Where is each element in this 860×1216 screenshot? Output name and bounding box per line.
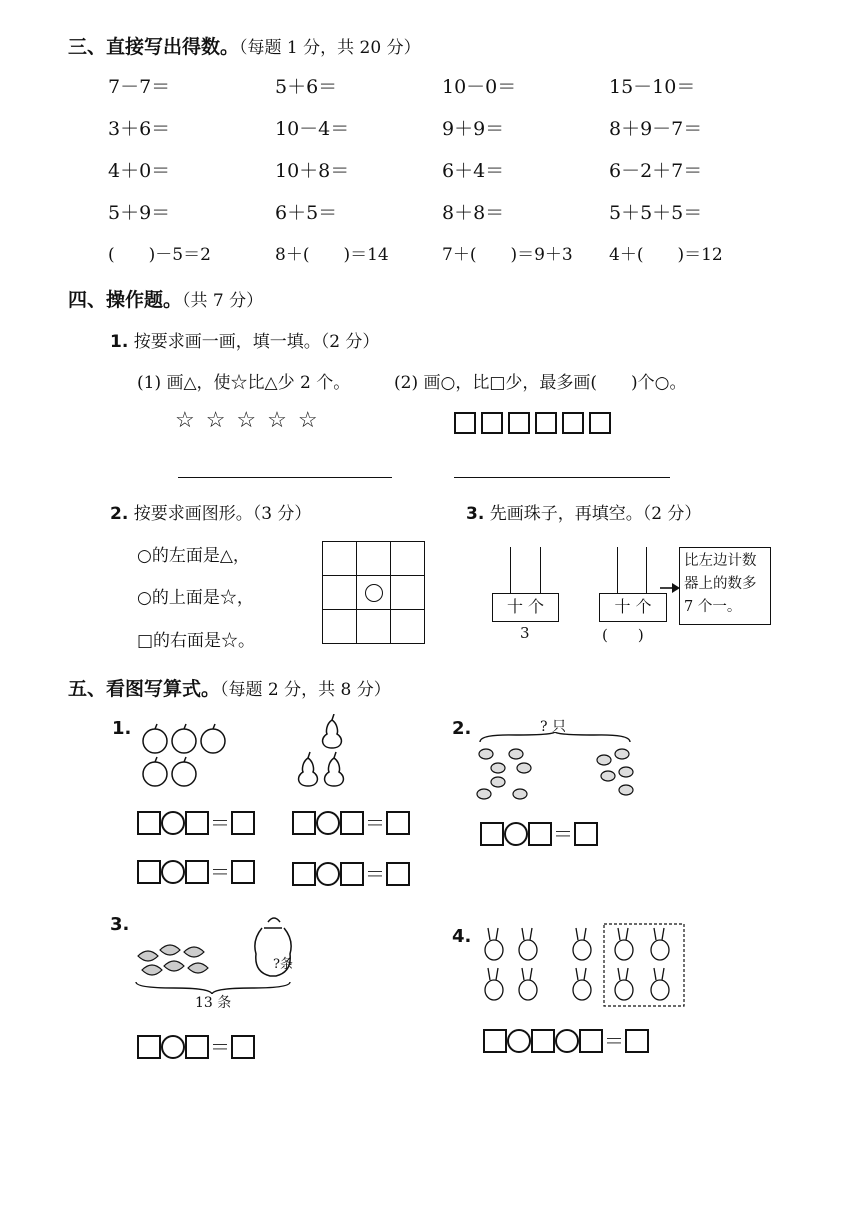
section3-note: （每题 1 分，共 20 分） [239, 38, 421, 58]
q2-line-3: □的右面是☆。 [137, 631, 256, 651]
square-shape [508, 412, 530, 434]
q1-text: 按要求画一画，填一填。（2 分） [133, 332, 380, 352]
grid-cell[interactable] [357, 542, 391, 576]
operator-circle[interactable] [507, 1029, 531, 1053]
arithmetic-item[interactable]: 10－4＝ [275, 118, 350, 140]
q3-title [466, 499, 701, 524]
circle-shape [365, 584, 383, 602]
p1-equation-1 [137, 811, 255, 835]
answer-line-2[interactable] [454, 477, 670, 478]
abacus2-ones-rod[interactable] [646, 547, 647, 593]
answer-box[interactable] [480, 822, 504, 846]
answer-box[interactable] [231, 811, 255, 835]
answer-box[interactable] [185, 1035, 209, 1059]
operator-circle[interactable] [161, 1035, 185, 1059]
answer-box[interactable] [185, 811, 209, 835]
q1-number: 1. [110, 332, 129, 352]
answer-box[interactable] [625, 1029, 649, 1053]
equals-sign: ＝ [365, 811, 385, 835]
operator-circle[interactable] [555, 1029, 579, 1053]
top-brace [480, 732, 630, 742]
grid-cell[interactable] [391, 610, 425, 644]
callout-line-2: 器上的数多 [684, 576, 757, 592]
square-shape [535, 412, 557, 434]
section3-heading: 三、直接写出得数。 [68, 36, 240, 58]
q2-line-1: ○的左面是△， [137, 546, 250, 566]
p4-equation [483, 1029, 649, 1053]
equals-sign: ＝ [210, 860, 230, 884]
grid-cell[interactable] [357, 610, 391, 644]
grid-cell[interactable] [323, 610, 357, 644]
answer-box[interactable] [386, 862, 410, 886]
equals-sign: ＝ [365, 862, 385, 886]
q1-part1: (1) 画△，使☆比△少 2 个。 [137, 373, 351, 393]
answer-box[interactable] [531, 1029, 555, 1053]
p2-equation [480, 822, 598, 846]
apples-picture [140, 722, 240, 790]
q1-part2: (2) 画○，比□少，最多画( )个○。 [394, 373, 687, 393]
q2-text: 按要求画图形。（3 分） [133, 504, 312, 524]
answer-box[interactable] [340, 811, 364, 835]
p1-equation-3 [137, 860, 255, 884]
answer-box[interactable] [137, 811, 161, 835]
abacus1-tens-rod[interactable] [510, 547, 511, 593]
drawing-grid[interactable] [322, 541, 425, 644]
abacus1-value: 3 [520, 624, 530, 642]
square-row [454, 412, 616, 434]
answer-line-1[interactable] [178, 477, 392, 478]
grid-cell[interactable] [391, 576, 425, 610]
arithmetic-item[interactable]: 5＋9＝ [108, 202, 171, 224]
grid-cell[interactable] [323, 576, 357, 610]
square-shape [481, 412, 503, 434]
answer-box[interactable] [231, 1035, 255, 1059]
p1-number: 1. [112, 718, 132, 739]
equals-sign: ＝ [210, 1035, 230, 1059]
p1-equation-2 [292, 811, 410, 835]
section4-note: （共 7 分） [182, 291, 264, 311]
operator-circle[interactable] [161, 860, 185, 884]
operator-circle[interactable] [161, 811, 185, 835]
p4-number: 4. [452, 926, 472, 947]
arrow-right-icon [660, 581, 680, 595]
arithmetic-item[interactable]: 6＋5＝ [275, 202, 338, 224]
arithmetic-item[interactable]: 7＋( )＝9＋3 [442, 245, 573, 265]
answer-box[interactable] [231, 860, 255, 884]
answer-box[interactable] [185, 860, 209, 884]
answer-box[interactable] [579, 1029, 603, 1053]
equals-sign: ＝ [604, 1029, 624, 1053]
q3-text: 先画珠子，再填空。（2 分） [489, 504, 702, 524]
operator-circle[interactable] [504, 822, 528, 846]
p1-equation-4 [292, 862, 410, 886]
p3-number: 3. [110, 914, 130, 935]
callout-box [679, 547, 771, 625]
square-shape [454, 412, 476, 434]
callout-line-3: 7 个一。 [684, 599, 742, 615]
arithmetic-item[interactable]: 6－2＋7＝ [609, 160, 703, 182]
answer-box[interactable] [483, 1029, 507, 1053]
arithmetic-item[interactable]: 5＋5＋5＝ [609, 202, 703, 224]
answer-box[interactable] [340, 862, 364, 886]
q3-number: 3. [466, 504, 485, 524]
equals-sign: ＝ [553, 822, 573, 846]
star-row: ☆ ☆ ☆ ☆ ☆ [175, 408, 320, 433]
callout-line-1: 比左边计数 [684, 553, 757, 569]
arithmetic-item[interactable]: 15－10＝ [609, 76, 696, 98]
arithmetic-item[interactable]: 5＋6＝ [275, 76, 338, 98]
section3-title [68, 32, 421, 59]
pears-picture [292, 714, 362, 790]
arithmetic-item[interactable]: 8＋8＝ [442, 202, 505, 224]
grid-cell[interactable] [323, 542, 357, 576]
q2-title [110, 499, 311, 524]
section5-note: （每题 2 分，共 8 分） [220, 680, 391, 700]
abacus2-answer-blank[interactable]: ( ) [602, 626, 644, 644]
section4-title [68, 285, 263, 312]
arithmetic-item[interactable]: 3＋6＝ [108, 118, 171, 140]
operator-circle[interactable] [316, 811, 340, 835]
p3-equation [137, 1035, 255, 1059]
q1-title [110, 327, 379, 352]
answer-box[interactable] [292, 862, 316, 886]
rabbits-picture [478, 922, 688, 1008]
arithmetic-item[interactable]: 8＋( )＝14 [275, 245, 389, 265]
grid-cell[interactable] [391, 542, 425, 576]
answer-box[interactable] [528, 822, 552, 846]
hedgehogs-picture [476, 732, 634, 802]
abacus2-base: 十 个 [599, 593, 667, 622]
answer-box[interactable] [386, 811, 410, 835]
arithmetic-item[interactable]: 4＋( )＝12 [609, 245, 723, 265]
arithmetic-item[interactable]: 4＋0＝ [108, 160, 171, 182]
square-shape [562, 412, 584, 434]
grid-cell[interactable] [357, 576, 391, 610]
p3-brace-label: 13 条 [195, 995, 232, 1011]
arithmetic-item[interactable]: 10－0＝ [442, 76, 517, 98]
section4-heading: 四、操作题。 [68, 289, 183, 311]
abacus1-base: 十 个 [492, 593, 559, 622]
answer-box[interactable] [292, 811, 316, 835]
equals-sign: ＝ [210, 811, 230, 835]
answer-box[interactable] [137, 1035, 161, 1059]
p2-brace-label: ? 只 [540, 719, 566, 735]
square-shape [589, 412, 611, 434]
abacus1-ones-rod[interactable] [540, 547, 541, 593]
abacus2-tens-rod[interactable] [617, 547, 618, 593]
q2-line-2: ○的上面是☆， [137, 588, 254, 608]
arithmetic-item[interactable]: ( )－5＝2 [108, 245, 211, 265]
arithmetic-item[interactable]: 6＋4＝ [442, 160, 505, 182]
operator-circle[interactable] [316, 862, 340, 886]
arithmetic-item[interactable]: 9＋9＝ [442, 118, 505, 140]
answer-box[interactable] [574, 822, 598, 846]
arithmetic-item[interactable]: 7－7＝ [108, 76, 171, 98]
arithmetic-item[interactable]: 10＋8＝ [275, 160, 350, 182]
section5-title [68, 674, 391, 701]
answer-box[interactable] [137, 860, 161, 884]
section5-heading: 五、看图写算式。 [68, 678, 221, 700]
p2-number: 2. [452, 718, 472, 739]
arithmetic-item[interactable]: 8＋9－7＝ [609, 118, 703, 140]
jar-label: ?条 [273, 957, 293, 972]
q2-number: 2. [110, 504, 129, 524]
